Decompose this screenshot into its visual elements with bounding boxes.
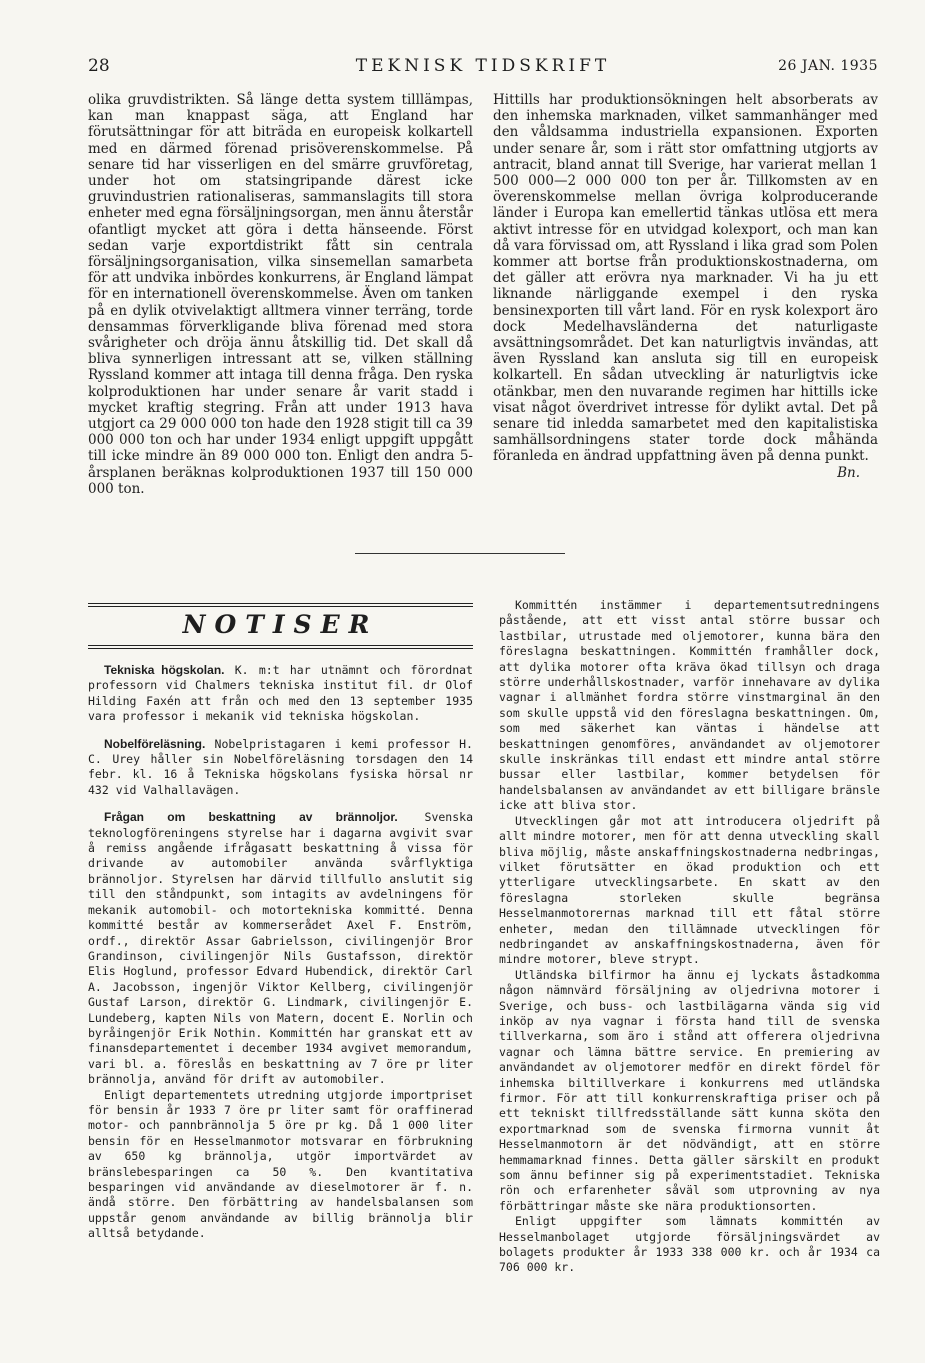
notice-heading: Tekniska högskolan.	[104, 663, 225, 677]
author-signature: Bn.	[837, 464, 860, 481]
article-right-column	[493, 92, 878, 481]
notice-paragraph: Utländska bilfirmor ha ännu ej lyckats åstadkomma någon nämnvärd försäljning av oljedrivna motorer i Sverige, och buss- och lastbilägarna vända sig vid inköp av nya vagnar i första hand till de svenska tillverkarna, som äro i stånd att offerera oljedrivna vagnar och lämna bättre service. En premiering av användandet av oljemotorer medför en direkt fördel för inhemska biltillverkare i konkurrens med utländska firmor. För att till konkurrenskraftiga priser och på ett tekniskt tillfredsställande sätt kunna sköta den exportmarknad som de svenska firmorna vunnit åt Hesselmanmotorn är det nödvändigt, att en större hemmamarknad finnes. Detta gäller särskilt en produkt som ännu befinner sig på experimentstadiet. Tekniska rön och erfarenheter såväl som utprovning av nya förbättringar måste ske nära produktionsorten.	[499, 967, 880, 1213]
notice-text: Nobelpristagaren i kemi professor H. C. Urey håller sin Nobelföreläsning torsdagen den 14 febr. kl. 16 å Tekniska högskolans fysiska hörsal nr 432 vid Valhallavägen.	[88, 736, 473, 797]
notiser-right-column	[499, 598, 880, 1276]
journal-title: TEKNISK TIDSKRIFT	[355, 56, 611, 76]
article-paragraph	[493, 92, 878, 481]
notice-item	[88, 663, 473, 725]
issue-date: 26 JAN. 1935	[778, 58, 878, 74]
article-paragraph-text: Hittills har produktionsökningen helt absorberats av den inhemska marknaden, vilket sammanhänger med den våldsamma industriella expansionen. Exporten under senare år, som i rätt stor omfattning utgjorts av antracit, bland annat till Sverige, har varierat mellan 1 500 000—2 000 000 ton per år. Tillkomsten av en överenskommelse mellan övriga kolproducerande länder i Europa kan emellertid tänkas utlösa ett mera aktivt intresse för en utvidgad kolexport, och man kan då vara förvissad om, att Ryssland i lika grad som Polen kommer att bortse från produktionskostnaderna, om det gäller att erövra nya marknader. Vi ha ju ett liknande närliggande exempel i den ryska bensinexporten till vårt land. För en rysk kolexport äro dock Medelhavsländerna det naturligaste avsättningsområdet. Det kan naturligtvis invändas, att även Ryssland kan ansluta sig till en europeisk kolkartell. En sådan utveckling är naturligtvis icke otänkbar, men den nuvarande regimen har hittills icke visat något överdrivet intresse för dylikt avtal. Det på senare tid inledda samarbetet med den kapitalistiska samhällsordningens stater torde dock måhända föranleda en ändrad uppfattning även på denna punkt.	[493, 92, 878, 465]
section-title: NOTISER	[182, 610, 379, 639]
article-end-divider	[355, 553, 565, 554]
article-paragraph: olika gruvdistrikten. Så länge detta system tilllämpas, kan man knappast säga, att England har förutsättningar för att biträda en europeisk kolkartell med en därmed förenad prisöverenskommelse. På senare tid har visserligen en del smärre gruvföretag, under hot om statsingripande därest icke gruvindustrien rationaliseras, sammanslagits till stora enheter med egna försäljningsorgan, men ännu återstår ofantligt mycket att göra i detta hänseende. Först sedan varje exportdistrikt fått sin centrala försäljningsorganisation, vilka sinsemellan samarbeta för att undvika inbördes konkurrens, är England lämpat för en internationell överenskommelse. Även om tanken på en dylik otvivelaktigt alltmera vinner terräng, torde densammas förverkligande bliva förenad med stora svårigheter och dröja ännu åtskillig tid. Det skall då bliva synnerligen intressant att se, vilken ställning Ryssland kommer att intaga till denna fråga. Den ryska kolproduktionen har under senare år varit stadd i mycket kraftig stegring. Från att under 1913 hava utgjort ca 29 000 000 ton hade den 1928 stigit till ca 39 000 000 ton och har under 1934 enligt uppgift uppgått till icke mindre än 89 000 000 ton. Enligt den andra 5-årsplanen beräknas kolproduktionen 1937 till 150 000 000 ton.	[88, 92, 473, 497]
page-header	[88, 56, 878, 80]
section-rule	[88, 603, 473, 604]
notice-paragraph: Kommittén instämmer i departementsutredningens påstående, att ett visst antal större bussar och lastbilar, utrustade med oljemotorer, kunna bära den föreslagna beskattningen. Kommittén framhåller dock, att dylika motorer ofta kräva ökad tillsyn och draga större underhållskostnader, varför innehavare av dylika vagnar i allmänhet fordra större vinstmarginal än den som skulle uppstå vid den föreslagna beskattningen. Om, som med säkerhet kan väntas i händelse att beskattningen genomföres, användandet av oljemotorer skulle inskränkas till endast ett mindre antal större bussar eller lastbilar, kommer betydelsen för handelsbalansen av användandet av ett billigare bränsle icke att bliva stor.	[499, 598, 880, 813]
notice-heading: Frågan om beskattning av brännoljor.	[104, 810, 398, 825]
article-left-column	[88, 92, 473, 497]
notice-paragraph: Utvecklingen går mot att introducera oljedrift på allt mindre motorer, men för att denna utveckling skall bliva möjlig, måste anskaffningskostnaderna nedbringas, vilket förutsätter en ökad produktion och ett ytterligare utvecklingsarbete. En skatt av den föreslagna storleken skulle begränsa Hesselmanmotorernas marknad till ett fåtal större enheter, medan den tillämnade utvecklingen för nedbringandet av anskaffningskostnaderna, även för mindre motorer, bleve strypt.	[499, 813, 880, 967]
page-number: 28	[88, 56, 110, 76]
notiser-left-column	[88, 663, 473, 1242]
section-rule	[88, 606, 473, 607]
notice-item	[88, 737, 473, 799]
notice-item	[88, 810, 473, 1087]
section-rule	[88, 648, 473, 649]
notice-text: Svenska teknologföreningens styrelse har i dagarna avgivit svar å remiss angående ifrågasatt beskattning å vissa för drivande av automobiler använda svårflyktiga brännoljor. Styrelsen har därvid tillfullo anslutit sig till den ståndpunkt, som intagits av avdelningens för mekanik automobil- och motortekniska kommitté. Denna kommitté består av kommerserådet Axel F. Enström, ordf., direktör Assar Gabrielsson, civilingenjör Bror Grandinson, civilingenjör Nils Gustafsson, direktör Elis Hoglund, professor Edvard Hubendick, direktör Carl A. Jacobsson, ingenjör Viktor Kellberg, civilingenjör Gustaf Larson, direktör G. Lindmark, civilingenjör E. Lundeberg, kapten Nils von Matern, docent E. Norlin och byråingenjör Erik Nothin. Kommittén har granskat ett av finansdepartementet i december 1934 avgivet memorandum, vari bl. a. föreslås en beskattning av 7 öre pr liter brännolja, använd för drift av automobiler.	[88, 810, 473, 1087]
notice-paragraph: Enligt uppgifter som lämnats kommittén av Hesselmanbolaget utgjorde försäljningsvärdet av bolagets produkter år 1933 338 000 kr. och år 1934 ca 706 000 kr.	[499, 1214, 880, 1275]
section-rule	[88, 645, 473, 646]
notice-text: K. m:t har utnämnt och förordnat professorn vid Chalmers tekniska institut fil. dr Olof Hilding Faxén att från och med den 13 september 1935 vara professor i mekanik vid tekniska högskolan.	[88, 663, 473, 724]
notice-heading: Nobelföreläsning.	[104, 736, 206, 751]
notice-paragraph: Enligt departementets utredning utgjorde importpriset för bensin år 1933 7 öre pr liter samt för oraffinerad motor- och pannbrännolja 5 öre pr kg. Då 1 000 liter bensin för en Hesselmanmotor motsvarar en förbrukning av 650 kg brännolja, utgör importvärdet av bränslebesparingen ca 50 %. Den kvantitativa besparingen vid användande av dieselmotorer är f. n. ändå större. Den förbättring av handelsbalansen som uppstår genom användande av billig brännolja blir alltså betydande.	[88, 1087, 473, 1241]
